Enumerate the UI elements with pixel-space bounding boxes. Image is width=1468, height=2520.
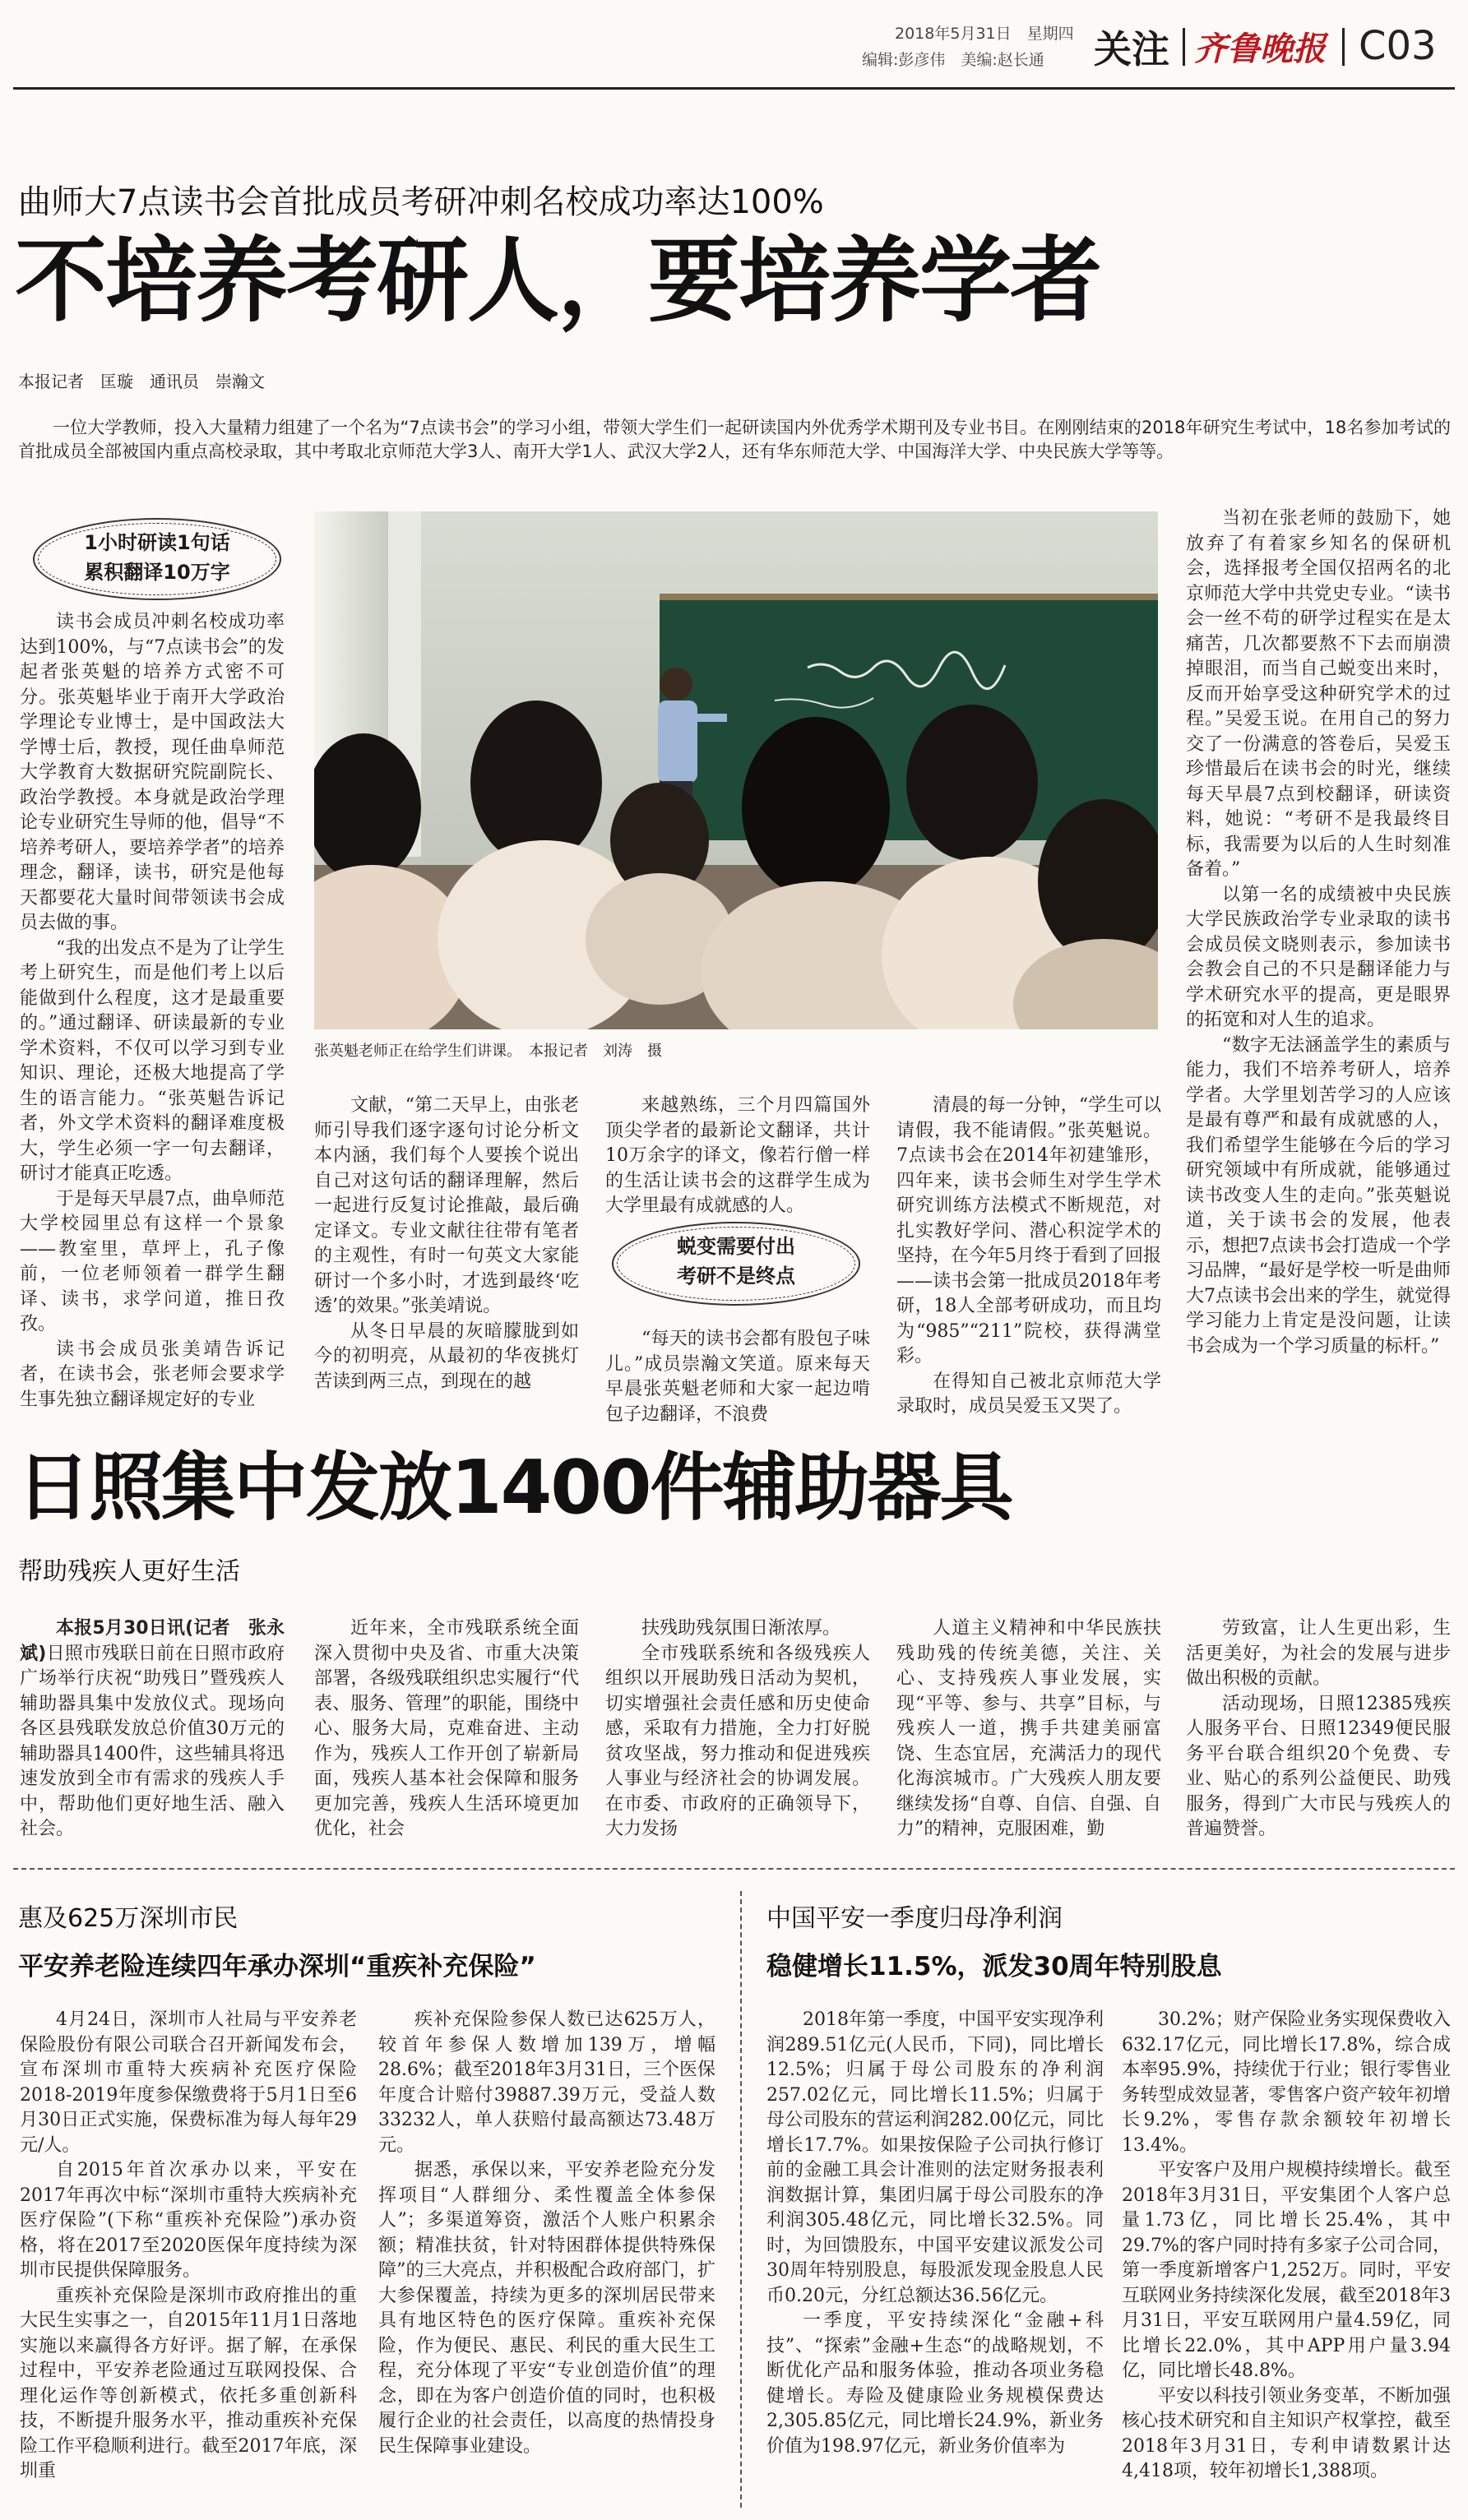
story2-column-5 [1186, 1616, 1451, 1855]
paragraph: 据悉，承保以来，平安养老险充分发挥项目“人群细分、柔性覆盖全体参保人”；多渠道筹资，激活个人账户积累余额；精准扶贫，针对特困群体提供特殊保障”的三大亮点，并积极配合政府部门，扩大参保覆盖，持续为更多的深圳居民带来具有地区特色的医疗保障。重疾补充保险，作为便民、惠民、利民的重大民生工程，充分体现了平安“专业创造价值”的理念，即在为客户创造价值的同时，也积极履行企业的社会责任，以高度的热情投身民生保障事业建设。 [378, 2160, 715, 2457]
bubble-line: 累积翻译10万字 [84, 561, 230, 584]
paragraph: 当初在张老师的鼓励下，她放弃了有着家乡知名的保研机会，选择报考全国仅招两名的北京师范大学中共党史专业。“读书会一丝不苟的研学过程实在是太痛苦，几次都要熬不下去而崩溃掉眼泪，而当自己蜕变出来时，反而开始享受这种研究学术的过程。”吴爱玉说。在用自己的努力交了一份满意的答卷后，吴爱玉珍惜最后在读书会的时光，继续每天早晨7点到校翻译，研读资料，她说：“考研不是我最终目标，我需要为以后的人生时刻准备着。” [1186, 508, 1451, 880]
paragraph: 文献，“第二天早上，由张老师引导我们逐字逐句讨论分析文本内涵，我们每个人要挨个说出自己对这句话的翻译理解，然后一起进行反复讨论推敲，最后确定译文。专业文献往往带有笔者的主观性，有时一句英文大家能研讨一个多小时，才选到最终‘吃透’的效果。”张美靖说。 [314, 1095, 579, 1316]
paragraph: 4月24日，深圳市人社局与平安养老保险股份有限公司联合召开新闻发布会，宣布深圳市重特大疾病补充医疗保险2018-2019年度参保缴费将于5月1日至6月30日正式实施，保费标准为每人每年29元/人。 [20, 2009, 357, 2156]
paragraph: 疾补充保险参保人数已达625万人，较首年参保人数增加139万，增幅28.6%；截至2018年3月31日，三个医保年度合计赔付39887.39万元，受益人数33232人，单人获赔付最高额达73.48万元。 [378, 2009, 715, 2156]
publication-date: 2018年5月31日 星期四 [895, 25, 1074, 43]
paragraph: 平安以科技引领业务变革，不断加强核心技术研究和自主知识产权掌控，截至2018年3月31日，专利申请数累计达4,418项，较年初增长1,388项。 [1122, 2385, 1451, 2481]
story4-kicker: 中国平安一季度归母净利润 [766, 1904, 1063, 1933]
paragraph: 全市残联系统和各级残疾人组织以开展助残日活动为契机，切实增强社会责任感和历史使命感，采取有力措施，全力打好脱贫攻坚战，努力推动和促进残疾人事业与经济社会的协调发展。在市委、市政府的正确领导下，大力发扬 [605, 1643, 870, 1839]
column-text [605, 1094, 870, 1217]
header-divider [1183, 28, 1185, 66]
story3-kicker: 惠及625万深圳市民 [18, 1904, 238, 1933]
section-divider [13, 1868, 1455, 1870]
story4-column-1 [766, 2008, 1104, 2506]
paragraph: “每天的读书会都有股包子味儿。”成员崇瀚文笑道。原来每天早晨张英魁老师和大家一起边啃包子边翻译，不浪费 [605, 1329, 870, 1425]
paragraph: 30.2%；财产保险业务实现保费收入632.17亿元，同比增长17.8%，综合成本率95.9%，持续优于行业；银行零售业务转型成效显著，零售客户资产较年初增长9.2%，零售存款余额较年初增长13.4%。 [1122, 2009, 1451, 2156]
paragraph: 于是每天早晨7点，曲阜师范大学校园里总有这样一个景象——教室里，草坪上，孔子像前，一位老师领着一群学生翻译、读书，求学问道，推日孜孜。 [20, 1188, 285, 1334]
column-text [1186, 506, 1451, 1359]
paragraph: 劳致富，让人生更出彩，生活更美好，为社会的发展与进步做出积极的贡献。 [1186, 1618, 1451, 1689]
paragraph: 从冬日早晨的灰暗朦胧到如今的初明亮，从最初的华夜挑灯苦读到两三点，到现在的越 [314, 1320, 579, 1392]
paragraph: 重疾补充保险是深圳市政府推出的重大民生实事之一，自2015年11月1日落地实施以来赢得各方好评。据了解，在承保过程中，平安养老险通过互联网投保、合理化运作等创新模式，依托多重创新科技，不断提升服务水平，推动重疾补充保险工作平稳顺利进行。截至2017年底，深圳重 [20, 2285, 357, 2481]
story2-col1-text: 日照市残联日前在日照市政府广场举行庆祝“助残日”暨残疾人辅助器具集中发放仪式。现场向各区县残联发放总价值30万元的辅助器具1400件，这些辅具将迅速发放到全市有需求的残疾人手中，帮助他们更好地生活、融入社会。 [20, 1643, 285, 1839]
column-text [314, 1094, 579, 1394]
classroom-photo [314, 511, 1158, 1029]
story1-lead: 一位大学教师，投入大量精力组建了一个名为“7点读书会”的学习小组，带领大学生们一起研读国内外优秀学术期刊及专业书目。在刚刚结束的2018年研究生考试中，18名参加考试的首批成员全部被国内重点高校录取，其中考取北京师范大学3人、南开大学1人、武汉大学2人，还有华东师范大学、中国海洋大学、中央民族大学等等。 [18, 418, 1451, 461]
story2-column-4 [896, 1616, 1161, 1855]
paragraph: 读书会成员冲刺名校成功率达到100%，与“7点读书会”的发起者张英魁的培养方式密不可分。张英魁毕业于南开大学政治学理论专业博士，是中国政法大学博士后，教授，现任曲阜师范大学教育大数据研究院副院长、政治学教授。本身就是政治学理论专业研究生导师的他，倡导“不培养考研人，要培养学者”的培养理念，翻译，读书，研究是他每天都要花大量时间带领读书会成员去做的事。 [20, 612, 285, 933]
paragraph: 扶残助残氛围日渐浓厚。 [641, 1618, 841, 1639]
header-rule [13, 87, 1455, 90]
paragraph: 人道主义精神和中华民族扶残助残的传统美德，关注、关心、支持残疾人事业发展，实现“平等、参与、共享”目标，与残疾人一道，携手共建美丽富饶、生态宜居，充满活力的现代化海滨城市。广大残疾人朋友要继续发扬“自尊、自信、自强、自力”的精神，克服困难，勤 [896, 1618, 1161, 1839]
column-text [20, 610, 285, 1413]
column-divider [740, 1891, 742, 2508]
paragraph: 自2015年首次承办以来，平安在2017年再次中标“深圳市重特大疾病补充医疗保险”(下称“重疾补充保险”)承办资格，将在2017至2020医保年度持续为深圳市民提供保障服务。 [20, 2160, 357, 2281]
paragraph: 清晨的每一分钟，“学生可以请假，我不能请假。”张英魁说。7点读书会在2014年初建雏形，四年来，读书会师生对学生学术研究训练方法模式不断规范，对扎实教好学问、潜心积淀学术的坚持，在今年5月终于看到了回报——读书会第一批成员2018年考研，18人全部考研成功，而且均为“985”“211”院校，获得满堂彩。 [896, 1095, 1161, 1366]
bubble-line: 1小时研读1句话 [84, 531, 230, 554]
story1-headline: 不培养考研人，要培养学者 [15, 228, 1100, 335]
column-text [314, 1616, 579, 1843]
photo-caption: 张英魁老师正在给学生们讲课。 本报记者 刘涛 摄 [314, 1043, 662, 1060]
paragraph: 读书会成员张美靖告诉记者，在读书会，张老师会要求学生事先独立翻译规定好的专业 [20, 1339, 285, 1410]
bubble-line: 考研不是终点 [677, 1265, 795, 1288]
paragraph: 以第一名的成绩被中央民族大学民族政治学专业录取的读书会成员侯文晓则表示，参加读书会教会自己的不只是翻译能力与学术研究水平的提高，更是眼界的拓宽和对人生的追求。 [1186, 884, 1451, 1030]
editor-credits: 编辑:彭彦伟 美编:赵长通 [862, 51, 1044, 69]
paragraph: 近年来，全市残联系统全面深入贯彻中央及省、市重大决策部署，各级残联组织忠实履行“代表、服务、管理”的职能，围绕中心、服务大局，克难奋进、主动作为，残疾人工作开创了崭新局面，残疾人基本社会保障和服务更加完善，残疾人生活环境更加优化，社会 [314, 1618, 579, 1839]
page-number: C03 [1359, 23, 1437, 69]
column-text [605, 1327, 870, 1427]
story1-column-4 [896, 1094, 1161, 1429]
column-text [896, 1094, 1161, 1420]
column-text [766, 2008, 1104, 2459]
story1-column-2 [314, 1094, 579, 1429]
header-divider [1342, 28, 1345, 66]
paragraph: 在得知自己被北京师范大学录取时，成员吴爱玉又哭了。 [896, 1371, 1161, 1417]
column-text [1122, 2008, 1451, 2485]
classroom-photo-image [314, 511, 1158, 1029]
story1-column-5 [1186, 506, 1451, 1429]
paragraph: 来越熟练，三个月四篇国外顶尖学者的最新论文翻译，共计10万余字的译文，像若行僧一样的生活让读书会的这群学生成为大学里最有成就感的人。 [605, 1095, 870, 1216]
story3-headline: 平安养老险连续四年承办深圳“重疾补充保险” [18, 1952, 536, 1981]
story4-headline: 稳健增长11.5%，派发30周年特别股息 [766, 1952, 1222, 1981]
story1-column-1 [20, 610, 285, 1429]
story1-subhead-bubble [33, 518, 281, 600]
story3-column-2 [378, 2008, 715, 2506]
column-text [896, 1616, 1161, 1843]
column-text [20, 2008, 357, 2485]
story1-column-3 [605, 1094, 870, 1217]
paragraph: 平安客户及用户规模持续增长。截至2018年3月31日，平安集团个人客户总量1.73亿，同比增长25.4%，其中29.7%的客户同时持有多家子公司合同，第一季度新增客户1,252万。同时，平安互联网业务持续深化发展，截至2018年3月31日，平安互联网用户量4.59亿，同比增长22.0%，其中APP用户量3.94亿，同比增长48.8%。 [1122, 2160, 1451, 2381]
story2-dateline: 本报5月30日讯(记者 张永斌) [20, 1618, 285, 1664]
story1-byline: 本报记者 匡璇 通讯员 崇瀚文 [18, 372, 265, 391]
section-name: 关注 [1094, 27, 1169, 72]
story2-column-3 [605, 1616, 870, 1855]
story1-subhead-bubble-2 [612, 1222, 860, 1306]
newspaper-logo: 齐鲁晚报 [1194, 30, 1326, 68]
column-text [1186, 1616, 1451, 1843]
story3-column-1 [20, 2008, 357, 2506]
story1-column-3b [605, 1327, 870, 1429]
story2-headline: 日照集中发放1400件辅助器具 [16, 1445, 1012, 1531]
story2-subhead: 帮助残疾人更好生活 [18, 1557, 240, 1586]
story1-kicker: 曲师大7点读书会首批成员考研冲刺名校成功率达100% [18, 183, 824, 221]
paragraph: 2018年第一季度，中国平安实现净利润289.51亿元(人民币，下同)，同比增长12.5%；归属于母公司股东的净利润257.02亿元，同比增长11.5%；归属于母公司股东的营运利润282.00亿元，同比增长17.7%。如果按保险子公司执行修订前的金融工具会计准则的法定财务报表利润数据计算，集团归属于母公司股东的净利润305.48亿元，同比增长32.5%。同时，为回馈股东，中国平安建议派发公司30周年特别股息，每股派发现金股息人民币0.20元，分红总额达36.56亿元。 [766, 2009, 1104, 2306]
paragraph: “我的出发点不是为了让学生考上研究生，而是他们考上以后能做到什么程度，这才是最重要的。”通过翻译、研读最新的专业学术资料，不仅可以学习到专业知识、理论，还极大地提高了学生的语言能力。“张英魁告诉记者，外文学术资料的翻译难度极大，学生必须一字一句去翻译，研讨才能真正吃透。 [20, 937, 285, 1184]
paragraph: 一季度，平安持续深化“金融+科技”、“探索”金融+生态“的战略规划，不断优化产品和服务体验，推动各项业务稳健增长。寿险及健康险业务规模保费达2,305.85亿元，同比增长24.9%，新业务价值为198.97亿元，新业务价值率为 [766, 2310, 1104, 2457]
story4-column-2 [1122, 2008, 1451, 2506]
paragraph: 活动现场，日照12385残疾人服务平台、日照12349便民服务平台联合组织20个免费、专业、贴心的系列公益便民、助残服务，得到广大市民与残疾人的普遍赞誉。 [1186, 1693, 1451, 1839]
paragraph: “数字无法涵盖学生的素质与能力，我们不培养考研人，培养学者。大学里划苦学习的人应该是最有尊严和最有成就感的人，我们希望学生能够在今后的学习研究领域中有所成就，能够通过读书改变人生的走向。”张英魁说道，关于读书会的发展，他表示，想把7点读书会打造成一个学习品牌，“最好是学校一听是曲师大7点读书会出来的学生，就觉得学习能力上肯定是没问题，让读书会成为一个学习质量的标杆。” [1186, 1034, 1451, 1357]
column-text [605, 1616, 870, 1843]
bubble-line: 蜕变需要付出 [677, 1235, 795, 1258]
story2-column-1 [20, 1616, 285, 1855]
column-text [378, 2008, 715, 2459]
story2-column-2 [314, 1616, 579, 1855]
